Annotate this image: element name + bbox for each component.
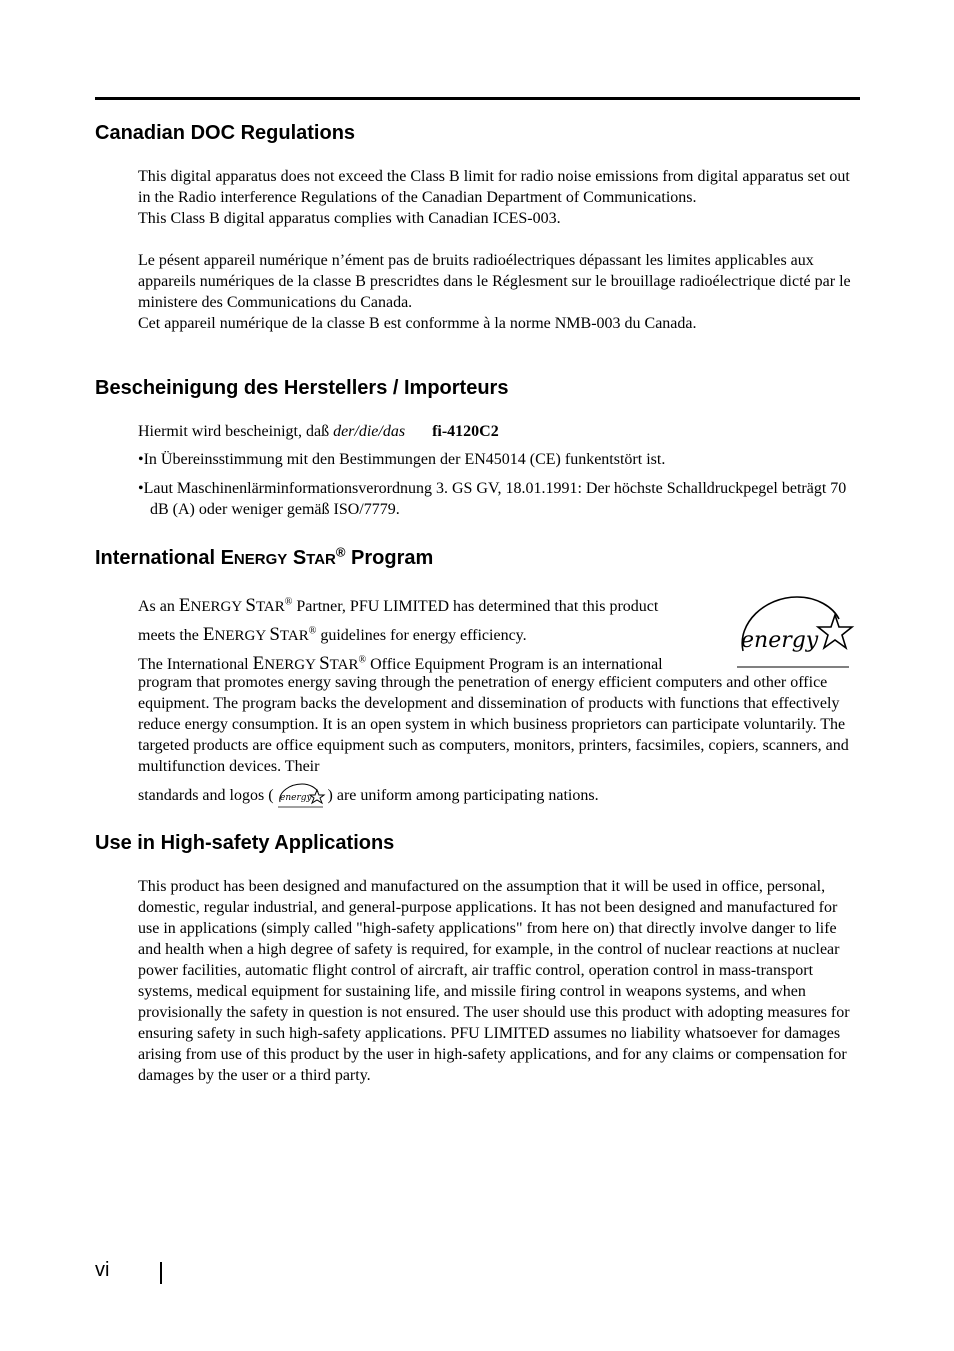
- safety-body: This product has been designed and manufactured on the assumption that it will be used in office, personal, domestic, regular industrial, and general-purpose applications. It has not been designed and manufactured for use in applications (simply called "high-safety applications" from here on) that directly involve danger to life and health when a high degree of safety is required, for example, in the control of nuclear reactions at nuclear power facilities, automatic flight control of aircraft, air traffic control, operation control in mass-transport systems, medical equipment for sustaining life, and missile firing control in weapons systems, and when provisionally the safety in question is not ensured. The user should use this product with adopting measures for ensuring safety in such high-safety applications. PFU LIMITED assumes no liability whatsoever for damages arising from use of this product by the user in high-safety applications, and for any claims or compensation for damages by the user or a third party.: [138, 878, 850, 1084]
- bescheinigung-lead-italic: der/die/das: [333, 423, 406, 440]
- energy-star-logo-icon: [735, 593, 855, 669]
- footer-bar: [160, 1262, 162, 1284]
- energy-title-nergy: NERGY: [233, 551, 288, 568]
- energy-title-e: E: [220, 547, 234, 569]
- es-e-2: E: [202, 624, 215, 645]
- energy-rest: program that promotes energy saving through the penetration of energy efficient computers and other office equipment. The program backs the development and dissemination of products with functions that effectively reduce energy consumption. It is an open system in which business proprietors can participate voluntarily. The targeted products are office equipment such as computers, monitors, printers, facsimiles, copiers, scanners, and multifunction devices. Their: [138, 674, 849, 775]
- es-e-1: E: [178, 595, 191, 616]
- bescheinigung-bullet-1: •In Übereinsstimmung mit den Bestimmungen der EN45014 (CE) funkentstört ist.: [138, 451, 666, 468]
- es-reg-1: ®: [284, 596, 293, 608]
- energy-last-pre: standards and logos (: [138, 787, 274, 804]
- canadian-paragraph-1: This digital apparatus does not exceed the Class B limit for radio noise emissions from digital apparatus set out in the Radio interference Regulations of the Canadian Department of Communications.: [138, 168, 850, 206]
- energy-title-post: Program: [345, 547, 434, 569]
- energy-line-2: [138, 621, 738, 650]
- es-reg-2: ®: [308, 625, 317, 637]
- es-tar-2: TAR: [279, 628, 309, 644]
- es-s-2: S: [269, 624, 280, 645]
- es-e-3: E: [252, 653, 265, 674]
- energy-line-3-pre: The International: [138, 656, 253, 673]
- model-name: fi-4120C2: [432, 423, 499, 440]
- section-title-energy: [95, 546, 433, 572]
- es-tar-3: TAR: [329, 657, 359, 673]
- energy-title-s: S: [292, 547, 307, 569]
- top-rule: [95, 97, 860, 100]
- bescheinigung-lead: [138, 421, 858, 442]
- energy-line-2-post: guidelines for energy efficiency.: [316, 627, 527, 644]
- energy-line-1: [138, 592, 738, 621]
- energy-line-3-post: Office Equipment Program is an international: [366, 656, 663, 673]
- es-tar-1: TAR: [255, 599, 285, 615]
- canadian-paragraph-4: Cet appareil numérique de la classe B est conformme à la norme NMB-003 du Canada.: [138, 315, 697, 332]
- section-title-safety: Use in High-safety Applications: [95, 832, 395, 854]
- canadian-body: [138, 166, 858, 334]
- energy-star-small-logo-icon: [276, 782, 326, 808]
- energy-intro: [138, 592, 738, 679]
- energy-title-tar: TAR: [306, 551, 336, 568]
- energy-last-line: [138, 782, 858, 808]
- bescheinigung-lead-text: Hiermit wird bescheinigt, daß: [138, 423, 334, 440]
- energy-last-post: ) are uniform among participating nations.: [327, 787, 599, 804]
- section-title-bescheinigung: Bescheinigung des Herstellers / Importeurs: [95, 377, 509, 399]
- energy-title-reg: ®: [335, 544, 346, 560]
- energy-logo-word: energy: [741, 628, 819, 653]
- energy-line-2-pre: meets the: [138, 627, 203, 644]
- page-number: vi: [95, 1259, 110, 1281]
- energy-line-1-pre: As an: [138, 598, 179, 615]
- canadian-paragraph-2: This Class B digital apparatus complies with Canadian ICES-003.: [138, 210, 561, 227]
- es-nergy-2: NERGY: [214, 628, 270, 644]
- es-s-3: S: [319, 653, 330, 674]
- es-s-1: S: [245, 595, 256, 616]
- energy-title-pre: International: [95, 547, 221, 569]
- es-nergy-1: NERGY: [190, 599, 246, 615]
- bescheinigung-bullet-2: •Laut Maschinenlärminformationsverordnung 3. GS GV, 18.01.1991: Der höchste Schalldruckpegel beträgt 70 dB (A) oder weniger gemäß ISO/7779.: [138, 480, 847, 518]
- es-nergy-3: NERGY: [264, 657, 320, 673]
- es-reg-3: ®: [358, 654, 367, 666]
- section-title-canadian: Canadian DOC Regulations: [95, 122, 356, 144]
- energy-line-1-post: Partner, PFU LIMITED has determined that this product: [292, 598, 659, 615]
- energy-small-logo-word: energy: [279, 793, 312, 803]
- canadian-paragraph-3: Le pésent appareil numérique n’ément pas de bruits radioélectriques dépassant les limites applicables aux appareils numériques de la classe B prescridtes dans le Réglesment sur le brouillage radioélectrique dicté par le ministere des Communications du Canada.: [138, 252, 851, 311]
